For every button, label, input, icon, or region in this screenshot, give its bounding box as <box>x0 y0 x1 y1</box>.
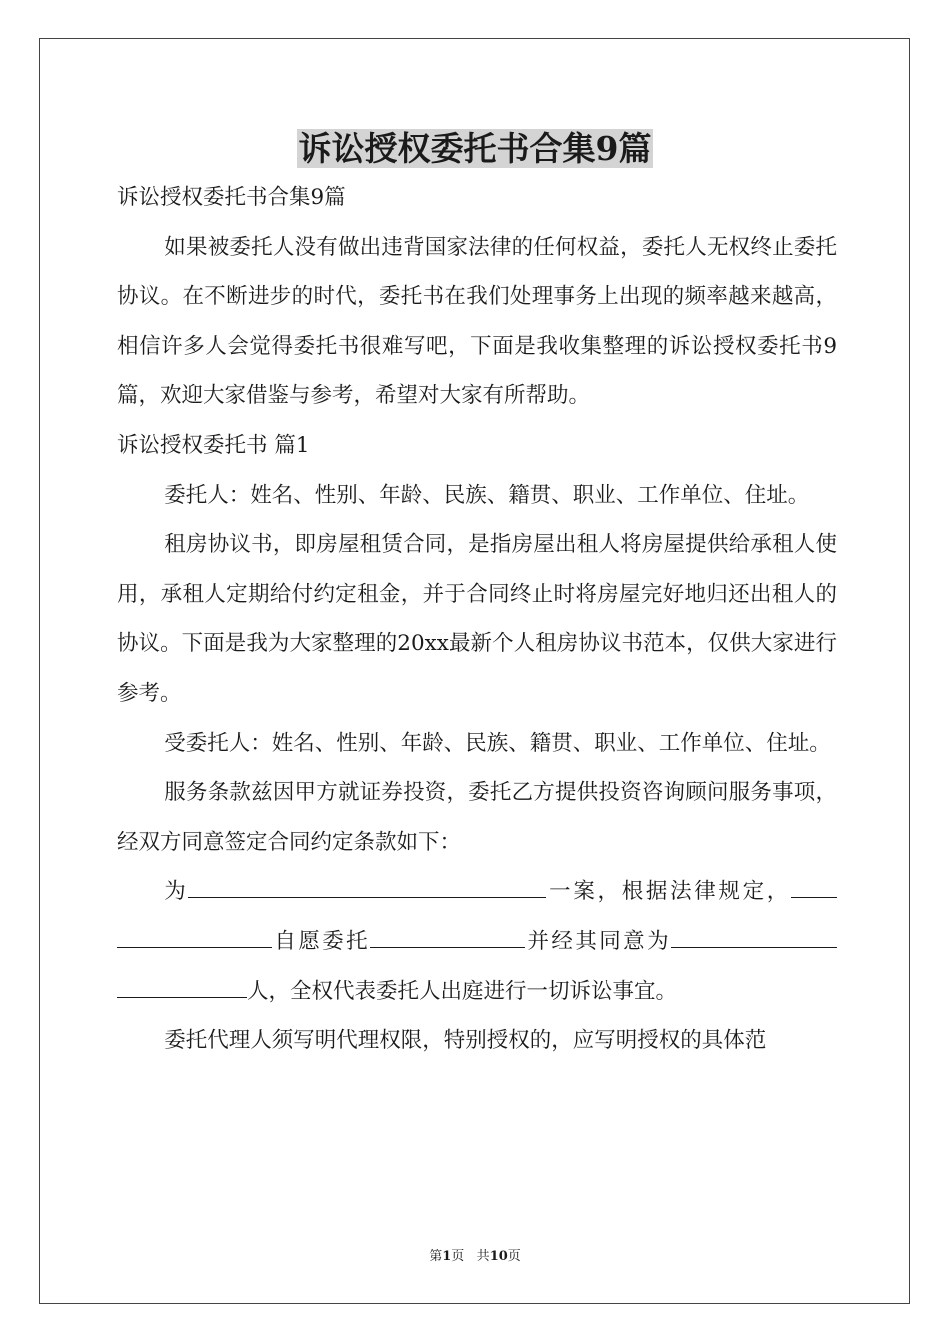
footer-total-prefix: 共 <box>476 1249 490 1264</box>
blank-form-paragraph <box>117 867 837 1016</box>
blank-form-seg4: 人，全权代表委托人出庭进行一切诉讼事宜。 <box>247 978 678 1004</box>
blank-line-principal-b <box>117 928 272 948</box>
agent-paragraph: 受委托人：姓名、性别、年龄、民族、籍贯、职业、工作单位、住址。 <box>164 730 831 756</box>
footer-total-pages: 10 <box>489 1249 508 1264</box>
footer-page-suffix: 页 <box>451 1249 465 1264</box>
blank-form-seg2: 自愿委托 <box>272 928 371 954</box>
document-title <box>0 126 950 172</box>
blank-line-agent <box>370 928 525 948</box>
section-heading: 诉讼授权委托书 篇1 <box>117 432 310 458</box>
blank-line-role-b <box>117 977 247 997</box>
footer-total-suffix: 页 <box>507 1249 521 1264</box>
service-paragraph: 服务条款兹因甲方就证券投资，委托乙方提供投资咨询顾问服务事项，经双方同意签定合同约定条款如下： <box>117 780 837 855</box>
page-footer <box>0 1248 950 1266</box>
blank-line-case <box>188 878 546 898</box>
blank-form-prefix: 为 <box>164 879 189 905</box>
blank-form-seg1: 一案，根据法律规定， <box>546 879 791 905</box>
lease-paragraph: 租房协议书，即房屋租赁合同，是指房屋出租人将房屋提供给承租人使用，承租人定期给付约定租金，并于合同终止时将房屋完好地归还出租人的协议。下面是我为大家整理的20xx最新个人租房协议书范本，仅供大家进行参考。 <box>117 532 837 706</box>
document-subtitle: 诉讼授权委托书合集9篇 <box>117 185 346 210</box>
blank-form-seg3: 并经其同意为 <box>525 928 671 954</box>
document-body <box>117 173 837 1066</box>
document-title-text: 诉讼授权委托书合集9篇 <box>298 129 652 168</box>
scope-paragraph: 委托代理人须写明代理权限，特别授权的，应写明授权的具体范 <box>164 1028 767 1054</box>
blank-line-role-a <box>671 928 837 948</box>
footer-page-prefix: 第 <box>429 1249 443 1264</box>
principal-paragraph: 委托人：姓名、性别、年龄、民族、籍贯、职业、工作单位、住址。 <box>164 482 810 508</box>
footer-page-number: 1 <box>442 1249 452 1264</box>
intro-paragraph: 如果被委托人没有做出违背国家法律的任何权益，委托人无权终止委托协议。在不断进步的时代，委托书在我们处理事务上出现的频率越来越高，相信许多人会觉得委托书很难写吧，下面是我收集整理的诉讼授权委托书9篇，欢迎大家借鉴与参考，希望对大家有所帮助。 <box>117 234 837 409</box>
blank-line-principal-a <box>791 878 837 898</box>
